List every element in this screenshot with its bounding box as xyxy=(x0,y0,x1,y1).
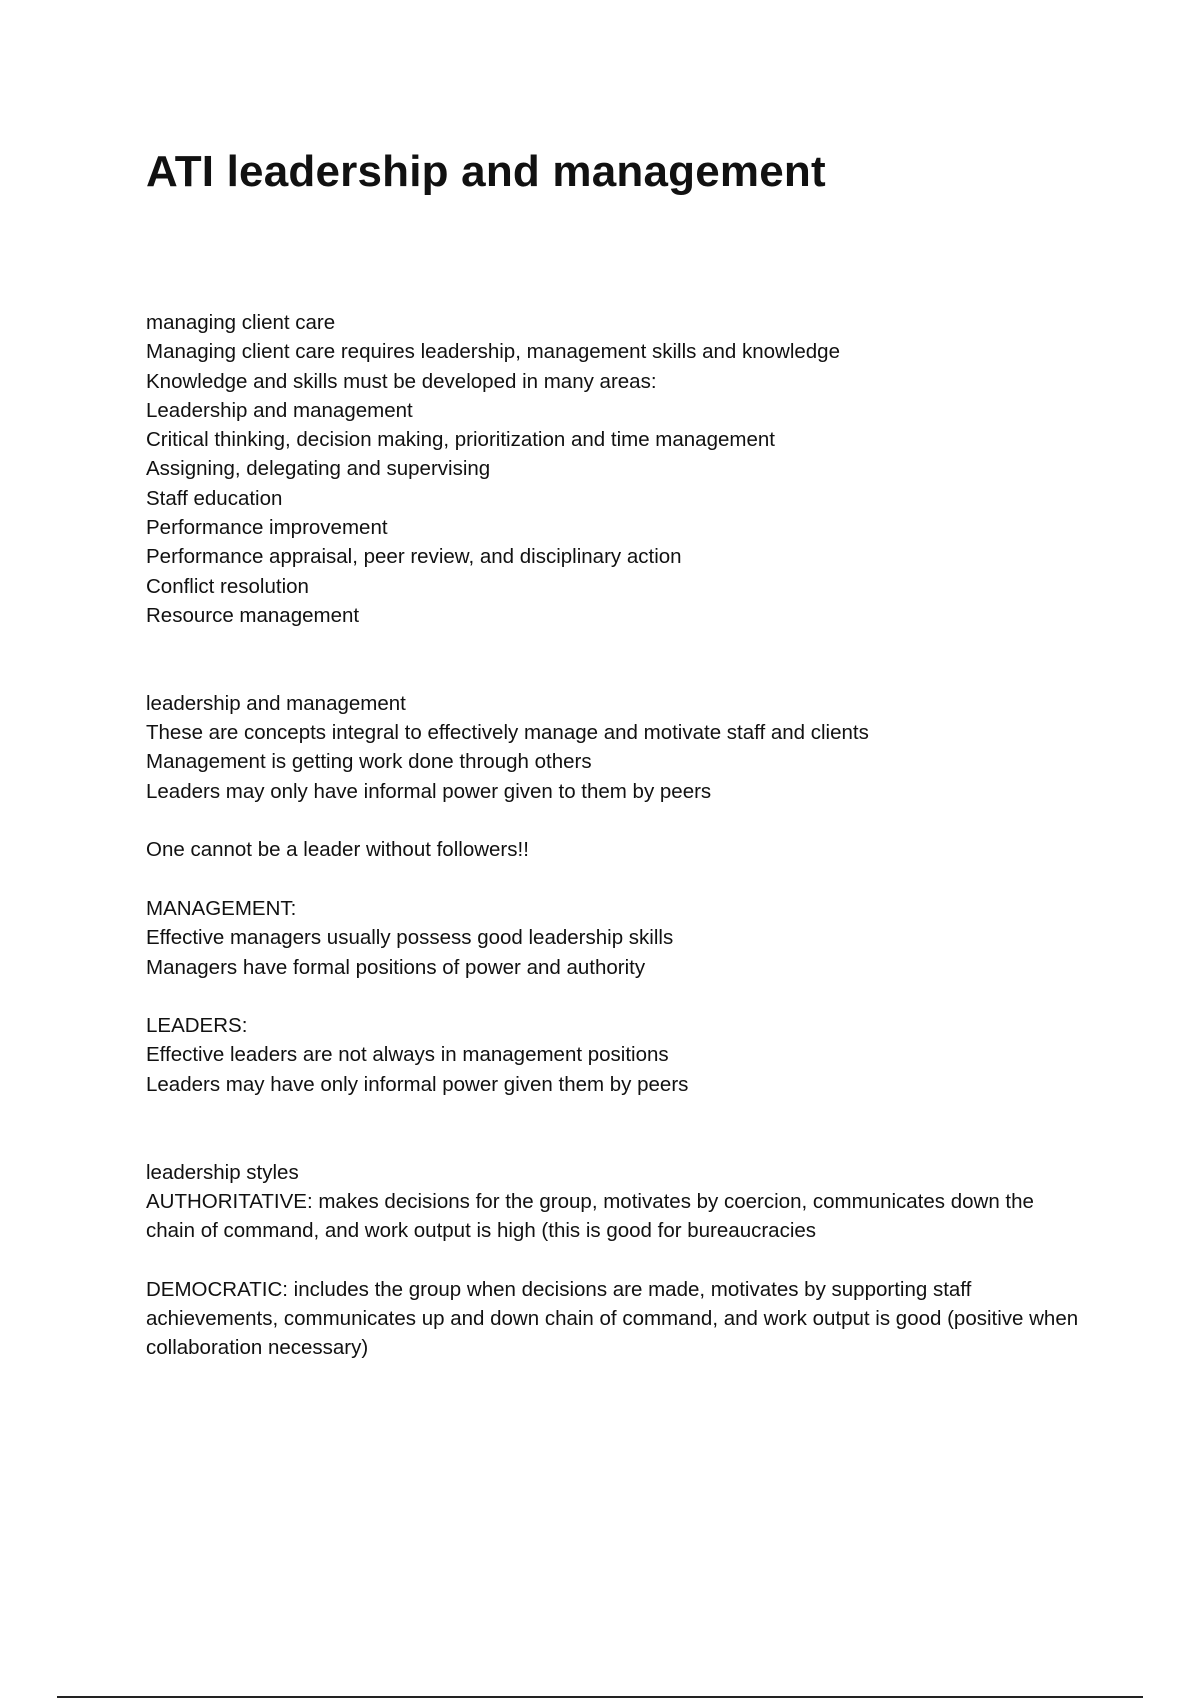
style-democratic: DEMOCRATIC: includes the group when decisions are made, motivates by supporting staff achievements, communicates up and down chain of command, and work output is good (positive when collaboration necessary) xyxy=(146,1277,1079,1360)
section-heading: leadership styles xyxy=(146,1160,299,1184)
text-line: Knowledge and skills must be developed in many areas: xyxy=(146,369,657,393)
text-line: Staff education xyxy=(146,486,283,510)
section-leadership-and-management xyxy=(146,689,1106,1099)
text-line: Resource management xyxy=(146,603,360,627)
text-line: Assigning, delegating and supervising xyxy=(146,457,491,481)
text-line: Conflict resolution xyxy=(146,574,309,598)
section-heading: managing client care xyxy=(146,311,336,334)
text-line: Performance improvement xyxy=(146,516,388,540)
text-line: Leadership and management xyxy=(146,398,413,422)
text-line: Managing client care requires leadership, management skills and knowledge xyxy=(146,340,840,364)
text-line: Critical thinking, decision making, prioritization and time management xyxy=(146,428,775,452)
document-body xyxy=(146,308,1106,1363)
text-line: Leaders may only have informal power given to them by peers xyxy=(146,779,712,803)
text-line: Leaders may have only informal power given them by peers xyxy=(146,1072,689,1096)
text-line: These are concepts integral to effectively manage and motivate staff and clients xyxy=(146,721,869,745)
section-heading: leadership and management xyxy=(146,691,406,715)
text-line: Effective leaders are not always in management positions xyxy=(146,1043,669,1067)
text-line: Management is getting work done through others xyxy=(146,750,592,774)
page-title: ATI leadership and management xyxy=(146,147,826,196)
section-managing-client-care xyxy=(146,308,1106,630)
page-bottom-rule xyxy=(57,1696,1143,1698)
text-line: Performance appraisal, peer review, and disciplinary action xyxy=(146,545,682,569)
spacer xyxy=(146,630,1106,689)
style-authoritative: AUTHORITATIVE: makes decisions for the group, motivates by coercion, communicates down the chain of command, and work output is high (this is good for bureaucracies xyxy=(146,1189,1034,1243)
spacer xyxy=(146,865,1106,894)
spacer xyxy=(146,1099,1106,1158)
spacer xyxy=(146,806,1106,835)
subheading-leaders: LEADERS: xyxy=(146,1014,248,1038)
subheading-management: MANAGEMENT: xyxy=(146,896,297,920)
section-leadership-styles xyxy=(146,1158,1106,1363)
text-line: Managers have formal positions of power and authority xyxy=(146,955,646,979)
emphasis-line: One cannot be a leader without followers!! xyxy=(146,838,529,862)
spacer xyxy=(146,982,1106,1011)
spacer xyxy=(146,1246,1106,1275)
text-line: Effective managers usually possess good leadership skills xyxy=(146,926,674,950)
